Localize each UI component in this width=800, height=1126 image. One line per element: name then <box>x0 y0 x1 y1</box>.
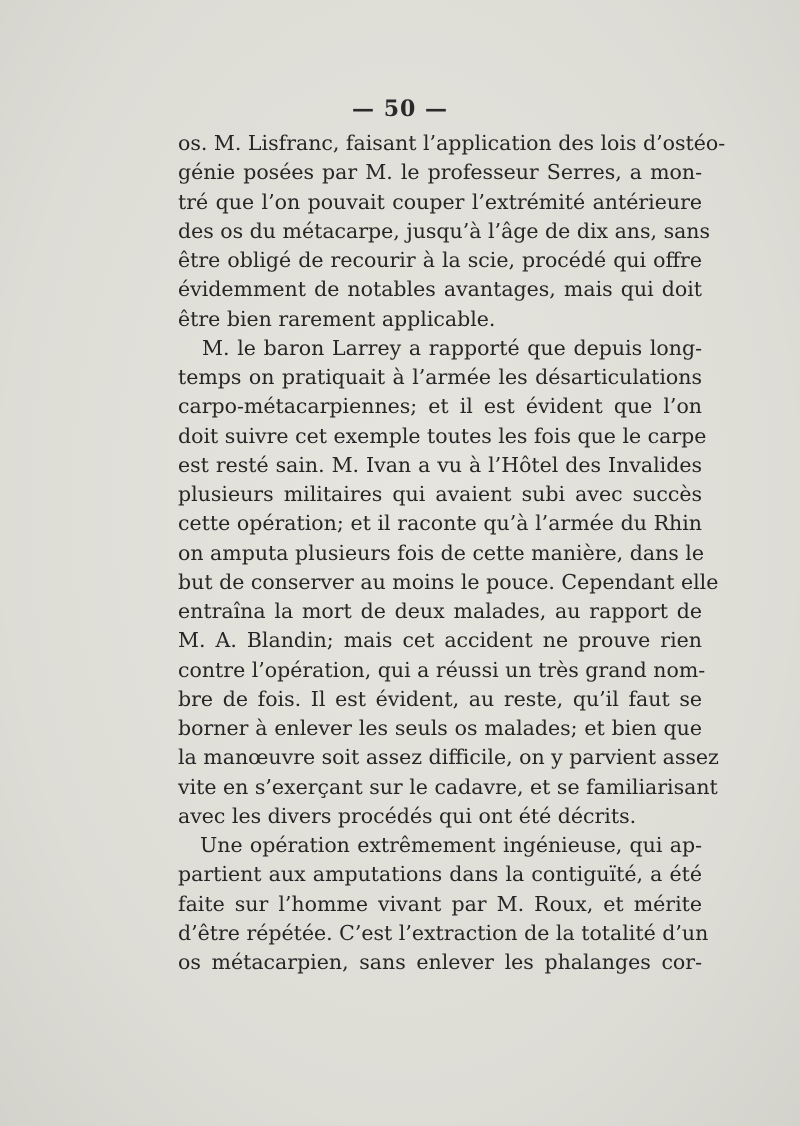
text-line: bre de fois. Il est évident, au reste, qu’il faut se <box>178 686 702 711</box>
text-line: est resté sain. M. Ivan a vu à l’Hôtel des Invalides <box>178 452 702 477</box>
text-line: doit suivre cet exemple toutes les fois que le carpe <box>178 423 707 448</box>
text-line: plusieurs militaires qui avaient subi avec succès <box>178 482 702 506</box>
text-line: on amputa plusieurs fois de cette manière, dans le <box>178 540 704 565</box>
text-line: but de conserver au moins le pouce. Cependant elle <box>178 569 719 594</box>
text-line: vite en s’exerçant sur le cadavre, et se familiarisant <box>178 774 718 799</box>
body-text <box>178 129 726 977</box>
text-line: partient aux amputations dans la contiguïté, a été <box>178 862 702 887</box>
text-line: entraîna la mort de deux malades, au rapport de <box>178 599 702 623</box>
text-line: tré que l’on pouvait couper l’extrémité antérieure <box>178 189 702 214</box>
text-line: être bien rarement applicable. <box>178 306 496 331</box>
page-number: — 50 — <box>352 96 448 122</box>
text-line: contre l’opération, qui a réussi un très grand nom- <box>178 657 706 682</box>
text-line: carpo-métacarpiennes; et il est évident que l’on <box>178 394 702 419</box>
text-line: M. A. Blandin; mais cet accident ne prouve rien <box>178 628 702 653</box>
text-line: temps on pratiquait à l’armée les désarticulations <box>178 365 702 389</box>
text-line: génie posées par M. le professeur Serres, a mon- <box>178 160 702 185</box>
text-line: avec les divers procédés qui ont été décrits. <box>178 803 637 828</box>
text-line: M. le baron Larrey a rapporté que depuis long- <box>202 335 702 360</box>
text-line: d’être répétée. C’est l’extraction de la totalité d’un <box>178 920 709 945</box>
text-line: os. M. Lisfranc, faisant l’application des lois d’ostéo- <box>178 131 726 155</box>
text-line: os métacarpien, sans enlever les phalanges cor- <box>178 950 702 974</box>
text-line: cette opération; et il raconte qu’à l’armée du Rhin <box>178 511 702 536</box>
text-line: la manœuvre soit assez difficile, on y parvient assez <box>178 745 719 770</box>
text-line: des os du métacarpe, jusqu’à l’âge de dix ans, sans <box>178 218 711 243</box>
text-line: évidemment de notables avantages, mais qui doit <box>178 277 702 302</box>
text-line: borner à enlever les seuls os malades; et bien que <box>178 716 702 740</box>
text-line: Une opération extrêmement ingénieuse, qui ap- <box>200 833 702 857</box>
text-line: faite sur l’homme vivant par M. Roux, et mérite <box>178 891 702 916</box>
text-line: être obligé de recourir à la scie, procédé qui offre <box>178 248 702 272</box>
